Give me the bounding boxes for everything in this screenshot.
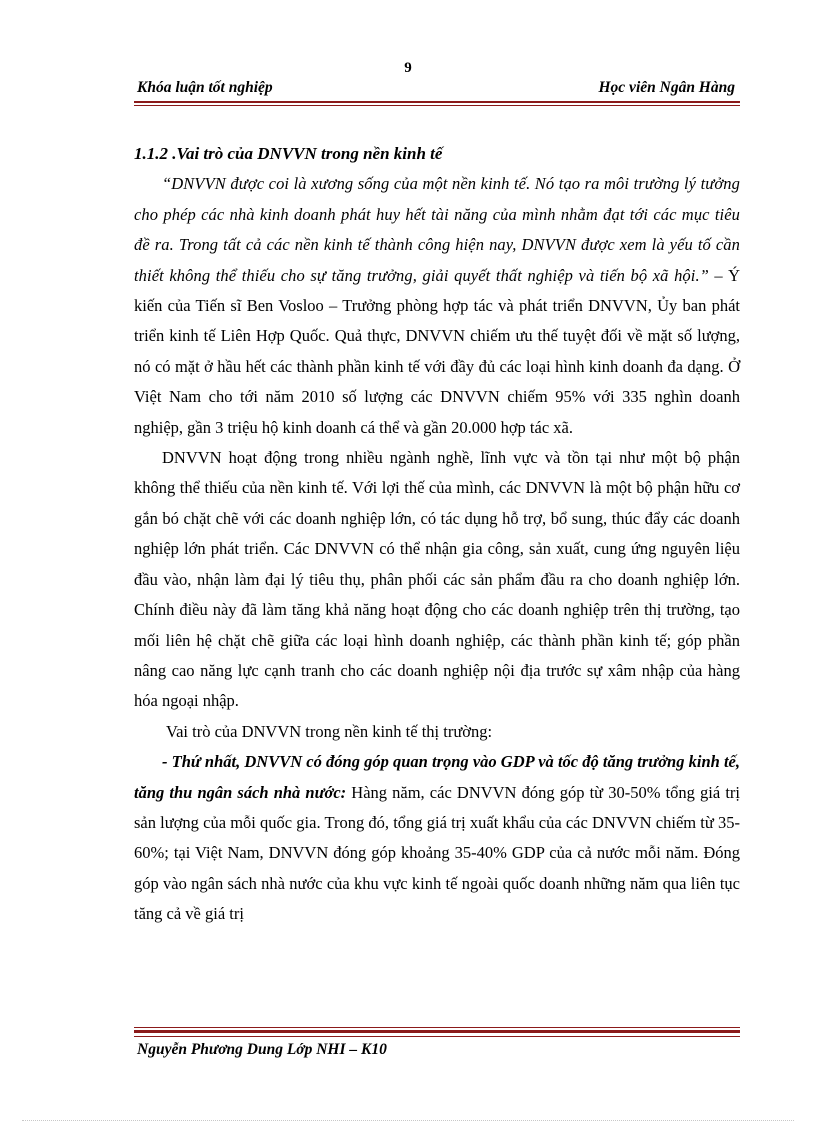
header-rule-thin: [134, 105, 740, 106]
paragraph-1-text: – Ý kiến của Tiến sĩ Ben Vosloo – Trưởng phòng hợp tác và phát triển DNVVN, Ủy ban phát triển kinh tế Liên Hợp Quốc. Quả thực, DNVVN chiếm ưu thế tuyệt đối về mặt số lượng, nó có mặt ở hầu hết các thành phần kinh tế với đầy đủ các loại hình kinh doanh đa dạng. Ở Việt Nam cho tới năm 2010 số lượng các DNVVN chiếm 95% với 335 nghìn doanh nghiệp, gần 3 triệu hộ kinh doanh cá thể và gần 20.000 hợp tác xã.: [134, 265, 740, 437]
page-bottom-border: [22, 1120, 794, 1121]
section-title: 1.1.2 .Vai trò của DNVVN trong nền kinh tế: [134, 144, 443, 163]
paragraph-1: [134, 169, 740, 443]
quote-text: “DNVVN được coi là xương sống của một nền kinh tế. Nó tạo ra môi trường lý tưởng cho phép các nhà kinh doanh phát huy hết tài năng của mình nhằm đạt tới các mục tiêu đề ra. Trong tất cả các nền kinh tế thành công hiện nay, DNVVN được xem là yếu tố cần thiết không thể thiếu cho sự tăng trưởng, giải quyết thất nghiệp và tiến bộ xã hội.”: [134, 174, 740, 285]
footer-rule-bottom: [134, 1036, 740, 1037]
paragraph-4-lead: - Thứ nhất, DNVVN có đóng góp quan trọng vào GDP và tốc độ tăng trưởng kinh tế, tăng thu ngân sách nhà nước:: [134, 752, 740, 802]
paragraph-2: DNVVN hoạt động trong nhiều ngành nghề, lĩnh vực và tồn tại như một bộ phận không thể thiếu của nền kinh tế. Với lợi thế của mình, các DNVVN là một bộ phận hữu cơ gắn bó chặt chẽ với các doanh nghiệp lớn, có tác dụng hỗ trợ, bổ sung, thúc đẩy các doanh nghiệp lớn phát triển. Các DNVVN có thể nhận gia công, sản xuất, cung ứng nguyên liệu đầu vào, nhận làm đại lý tiêu thụ, phân phối các sản phẩm đầu ra cho doanh nghiệp lớn. Chính điều này đã làm tăng khả năng hoạt động cho các doanh nghiệp trên thị trường, tạo mối liên hệ chặt chẽ giữa các loại hình doanh nghiệp, các thành phần kinh tế; góp phần nâng cao năng lực cạnh tranh cho các doanh nghiệp nội địa trước sự xâm nhập của hàng hóa ngoại nhập.: [134, 448, 740, 711]
paragraph-3: Vai trò của DNVVN trong nền kinh tế thị trường:: [166, 721, 493, 741]
footer-author: Nguyễn Phương Dung Lớp NHI – K10: [137, 1041, 387, 1058]
page-number: 9: [404, 60, 412, 76]
header-institution-label: Học viên Ngân Hàng: [598, 79, 735, 96]
paragraph-4-text: Hàng năm, các DNVVN đóng góp từ 30-50% tổng giá trị sản lượng của mỗi quốc gia. Trong đó, tổng giá trị xuất khẩu của các DNVVN chiếm từ 35-60%; tại Việt Nam, DNVVN đóng góp khoảng 35-40% GDP của cả nước mỗi năm. Đóng góp vào ngân sách nhà nước của khu vực kinh tế ngoài quốc doanh những năm qua liên tục tăng cả về giá trị: [134, 782, 740, 924]
footer-rule-top: [134, 1027, 740, 1028]
paragraph-4: [134, 747, 740, 929]
page-body: [134, 139, 740, 930]
footer-rule: [134, 1030, 740, 1033]
header-thesis-label: Khóa luận tốt nghiệp: [137, 79, 273, 96]
header-rule: [134, 101, 740, 103]
